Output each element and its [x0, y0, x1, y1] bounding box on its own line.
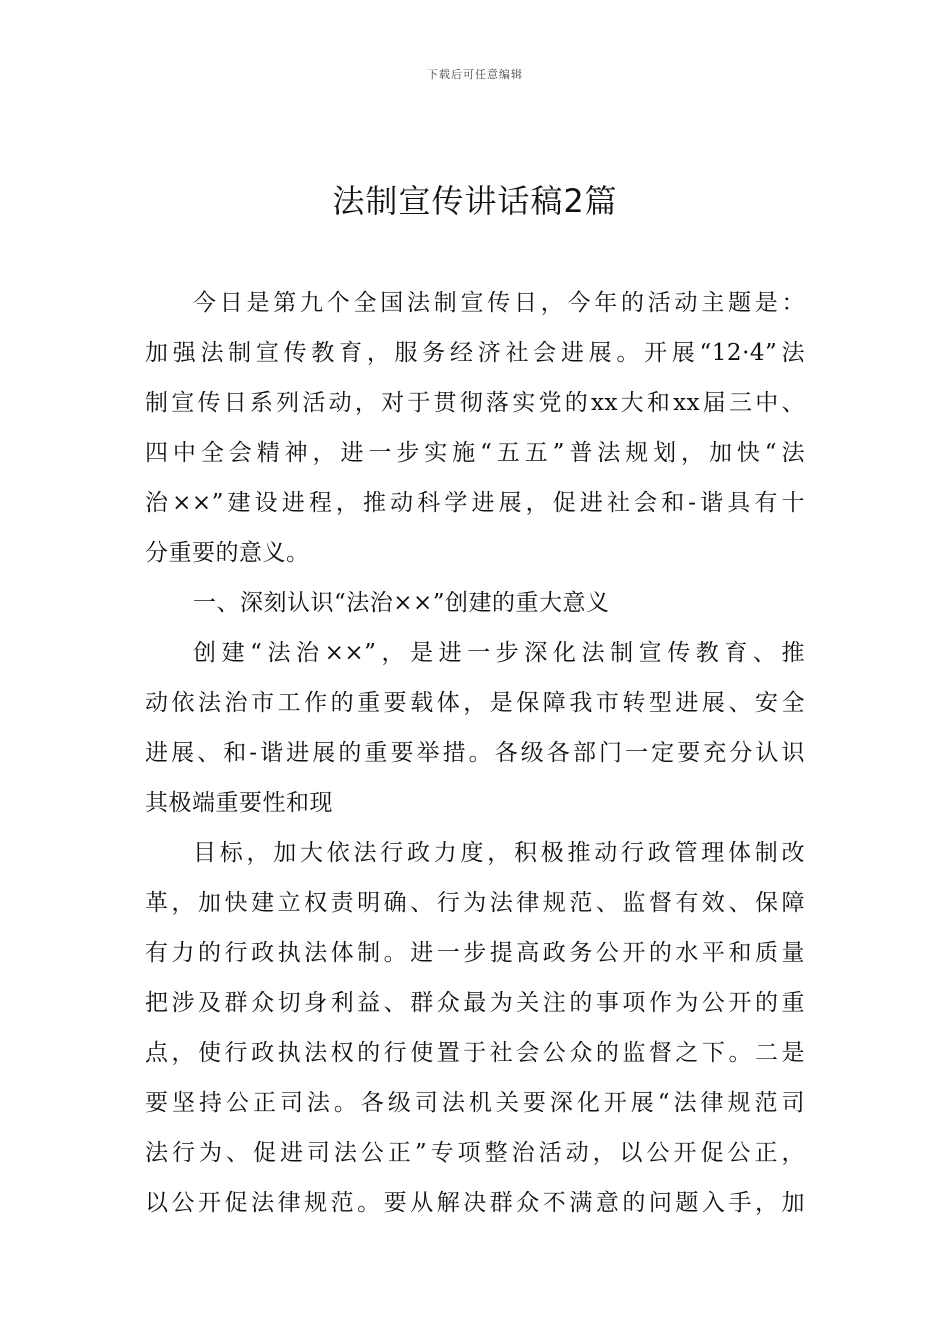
paragraph-3-line-2: 革，加快建立权责明确、行为法律规范、监督有效、保障 — [145, 890, 805, 916]
paragraph-3-line-1: 目标，加大依法行政力度，积极推动行政管理体制改 — [193, 840, 805, 866]
paragraph-3-line-5: 点，使行政执法权的行使置于社会公众的监督之下。二是 — [145, 1040, 805, 1066]
paragraph-1-line-3: 制宣传日系列活动，对于贯彻落实党的xx大和xx届三中、 — [145, 390, 805, 416]
paragraph-2-line-3: 进展、和-谐进展的重要举措。各级各部门一定要充分认识 — [145, 740, 805, 766]
paragraph-3-line-4: 把涉及群众切身利益、群众最为关注的事项作为公开的重 — [145, 990, 805, 1016]
paragraph-2-line-1: 创建“法治××”，是进一步深化法制宣传教育、推 — [193, 640, 805, 666]
paragraph-1-line-4: 四中全会精神，进一步实施“五五”普法规划，加快“法 — [145, 440, 805, 466]
paragraph-3-line-8: 以公开促法律规范。要从解决群众不满意的问题入手，加 — [145, 1190, 805, 1216]
document-title: 法制宣传讲话稿2篇 — [332, 182, 618, 220]
paragraph-2-line-4: 其极端重要性和现 — [145, 790, 333, 816]
section-heading-1: 一、深刻认识“法治××”创建的重大意义 — [193, 590, 610, 616]
paragraph-1-line-2: 加强法制宣传教育，服务经济社会进展。开展“12·4”法 — [145, 340, 805, 366]
paragraph-2-line-2: 动依法治市工作的重要载体，是保障我市转型进展、安全 — [145, 690, 805, 716]
paragraph-3-line-3: 有力的行政执法体制。进一步提高政务公开的水平和质量 — [145, 940, 805, 966]
paragraph-3-line-7: 法行为、促进司法公正”专项整治活动，以公开促公正， — [145, 1140, 805, 1166]
paragraph-1-line-6: 分重要的意义。 — [145, 540, 310, 566]
paragraph-1-line-5: 治××”建设进程，推动科学进展，促进社会和-谐具有十 — [145, 490, 805, 516]
document-body — [145, 278, 805, 1228]
paragraph-1-line-1: 今日是第九个全国法制宣传日，今年的活动主题是： — [193, 290, 805, 316]
paragraph-3-line-6: 要坚持公正司法。各级司法机关要深化开展“法律规范司 — [145, 1090, 805, 1116]
header-note: 下载后可任意编辑 — [427, 68, 523, 81]
